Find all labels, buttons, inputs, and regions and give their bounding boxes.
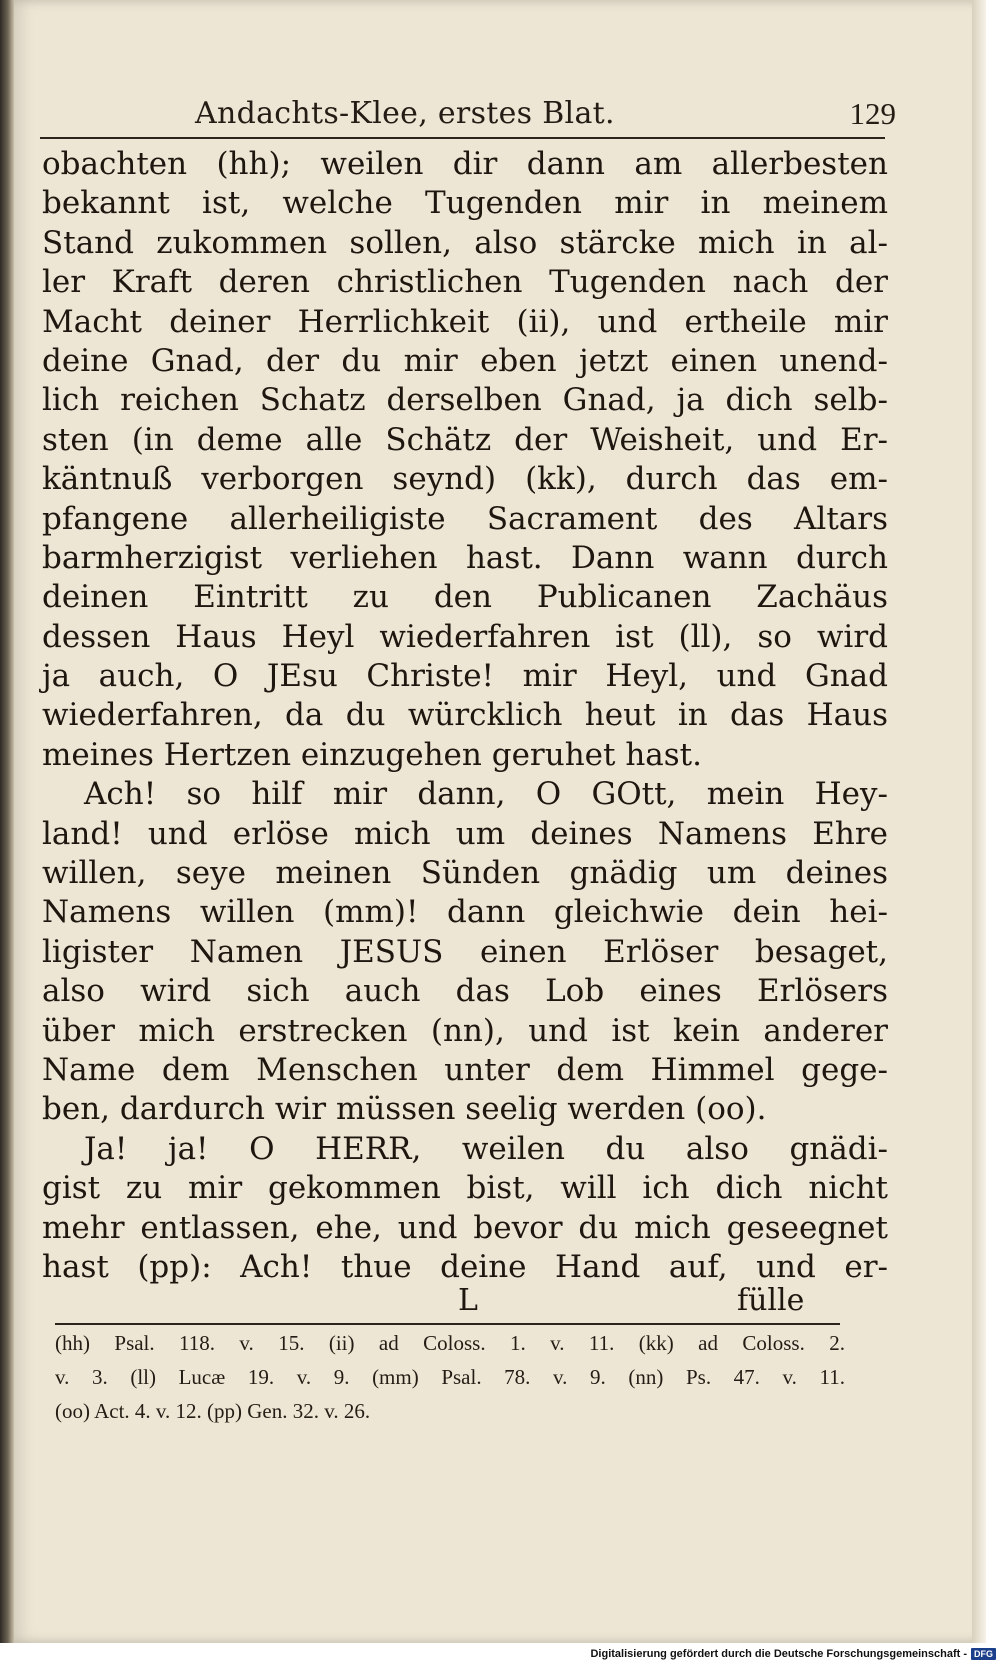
text-line: wiederfahren, da du würcklich heut in das Haus	[42, 697, 888, 734]
page-header	[40, 96, 968, 140]
text-line: dessen Haus Heyl wiederfahren ist (ll), so wird	[42, 618, 888, 655]
text-line: lich reichen Schatz derselben Gnad, ja dich selb-	[42, 382, 888, 419]
footnote-line: (hh) Psal. 118. v. 15. (ii) ad Coloss. 1. v. 11. (kk) ad Coloss. 2.	[55, 1331, 845, 1355]
text-line: bekannt ist, welche Tugenden mir in meinem	[42, 185, 888, 222]
text-line: gist zu mir gekommen bist, will ich dich nicht	[42, 1170, 888, 1207]
text-line: ja auch, O JEsu Christe! mir Heyl, und Gnad	[42, 658, 888, 695]
text-line: Name dem Menschen unter dem Himmel gege-	[42, 1051, 888, 1088]
text-line: willen, seye meinen Sünden gnädig um deines	[42, 855, 888, 892]
text-line: käntnuß verborgen seynd) (kk), durch das em-	[42, 461, 888, 498]
header-rule	[40, 137, 885, 139]
text-line: Namens willen (mm)! dann gleichwie dein hei-	[42, 894, 888, 931]
footnote-rule	[55, 1323, 840, 1325]
footnotes	[55, 1326, 845, 1428]
book-spine-shadow	[0, 0, 14, 1643]
text-line: land! und erlöse mich um deines Namens Ehre	[42, 815, 888, 852]
digitization-credit	[590, 1645, 996, 1663]
footnote-line: v. 3. (ll) Lucæ 19. v. 9. (mm) Psal. 78. v. 9. (nn) Ps. 47. v. 11.	[55, 1365, 845, 1389]
text-line: ligister Namen JESUS einen Erlöser besaget,	[42, 933, 888, 970]
catchword: fülle	[737, 1283, 805, 1318]
page-number: 129	[849, 96, 896, 131]
dfg-logo: DFG	[971, 1648, 996, 1660]
text-line: deinen Eintritt zu den Publicanen Zachäus	[42, 579, 888, 616]
running-head: Andachts-Klee, erstes Blat.	[195, 96, 615, 131]
footnote-line: (oo) Act. 4. v. 12. (pp) Gen. 32. v. 26.	[55, 1399, 371, 1423]
text-line-paragraph-start: Ja! ja! O HERR, weilen du also gnädi-	[84, 1130, 888, 1167]
text-line: ler Kraft deren christlichen Tugenden nach der	[42, 264, 888, 301]
text-line: deine Gnad, der du mir eben jetzt einen unend-	[42, 342, 888, 379]
text-line: also wird sich auch das Lob eines Erlösers	[42, 973, 888, 1010]
text-line: pfangene allerheiligiste Sacrament des Altars	[42, 500, 888, 537]
text-line: barmherzigist verliehen hast. Dann wann durch	[42, 539, 888, 576]
text-line: Macht deiner Herrlichkeit (ii), und ertheile mir	[42, 303, 888, 340]
main-text	[42, 145, 888, 1287]
page-edge	[972, 0, 986, 1643]
text-line: sten (in deme alle Schätz der Weisheit, und Er-	[42, 421, 888, 458]
text-line: obachten (hh); weilen dir dann am allerbesten	[42, 146, 888, 182]
text-line-paragraph-end: ben, dardurch wir müssen seelig werden (oo).	[42, 1091, 767, 1128]
text-line-paragraph-start: Ach! so hilf mir dann, O GOtt, mein Hey-	[84, 776, 888, 813]
text-line: Stand zukommen sollen, also stärcke mich in al-	[42, 224, 888, 261]
text-line: hast (pp): Ach! thue deine Hand auf, und er-	[42, 1248, 888, 1285]
text-line-paragraph-end: meines Hertzen einzugehen geruhet hast.	[42, 736, 702, 773]
signature-mark: L	[458, 1283, 478, 1318]
text-line: mehr entlassen, ehe, und bevor du mich geseegnet	[42, 1209, 888, 1246]
credit-text: Digitalisierung gefördert durch die Deutsche Forschungsgemeinschaft -	[590, 1648, 967, 1660]
text-line: über mich erstrecken (nn), und ist kein anderer	[42, 1012, 888, 1049]
